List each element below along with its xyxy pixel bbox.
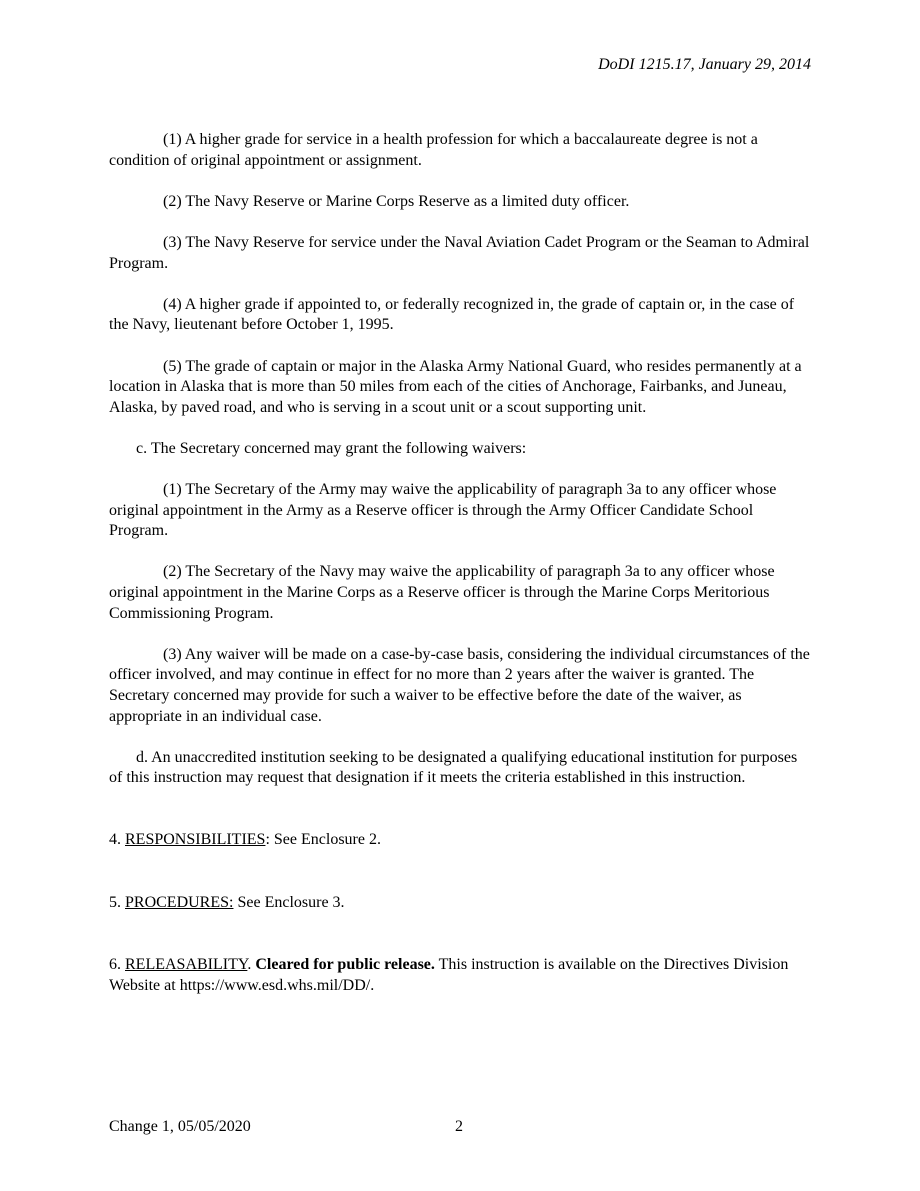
section-5-text: See Enclosure 3. (233, 893, 345, 911)
paragraph-c: c. The Secretary concerned may grant the following waivers: (136, 439, 527, 457)
section-4 (109, 830, 814, 851)
paragraph-c3: (3) Any waiver will be made on a case-by-case basis, considering the individual circumstances of the officer involved, and may continue in effect for no more than 2 years after the waiver is granted. The Secretary concerned may provide for such a waiver to be effective before the date of the waiver, as appropriate in an individual case. (109, 645, 810, 725)
section-6-text: This instruction is available on the Directives Division Website at https://www.esd.whs.mil/DD/. (109, 956, 789, 994)
section-4-title: RESPONSIBILITIES (125, 831, 266, 848)
section-5 (109, 893, 814, 914)
section-6-title: RELEASABILITY (125, 956, 248, 974)
section-4-number: 4. (109, 831, 125, 848)
document-header: DoDI 1215.17, January 29, 2014 (598, 56, 811, 73)
page-number: 2 (455, 1118, 463, 1135)
section-6-bold-note: Cleared for public release. (255, 956, 435, 974)
paragraph-b1: (1) A higher grade for service in a health profession for which a baccalaureate degree is not a condition of original appointment or assignment. (109, 131, 758, 169)
paragraph-d: d. An unaccredited institution seeking to be designated a qualifying educational institution for purposes of this instruction may request that designation if it meets the criteria established in this instruction. (109, 748, 798, 787)
section-6-number: 6. (109, 956, 125, 974)
paragraph-c2: (2) The Secretary of the Navy may waive the applicability of paragraph 3a to any officer whose original appointment in the Marine Corps as a Reserve officer is through the Marine Corps Meritorious Commissioning Program. (109, 563, 775, 622)
paragraph-b5: (5) The grade of captain or major in the Alaska Army National Guard, who resides permanently at a location in Alaska that is more than 50 miles from each of the cities of Anchorage, Fairbanks, and Juneau, Alaska, by paved road, and who is serving in a scout unit or a scout supporting unit. (109, 357, 802, 416)
footer-change: Change 1, 05/05/2020 (109, 1118, 251, 1135)
section-6 (109, 955, 814, 996)
section-6-separator: . (247, 956, 256, 974)
paragraph-c1: (1) The Secretary of the Army may waive the applicability of paragraph 3a to any officer whose original appointment in the Army as a Reserve officer is through the Army Officer Candidate School Program. (109, 481, 777, 540)
document-body (109, 130, 814, 996)
paragraph-b2: (2) The Navy Reserve or Marine Corps Reserve as a limited duty officer. (163, 192, 630, 210)
section-4-text: : See Enclosure 2. (265, 831, 381, 848)
section-5-title: PROCEDURES: (125, 893, 234, 911)
paragraph-b3: (3) The Navy Reserve for service under the Naval Aviation Cadet Program or the Seaman to Admiral Program. (109, 233, 810, 272)
section-5-number: 5. (109, 893, 125, 911)
paragraph-b4: (4) A higher grade if appointed to, or federally recognized in, the grade of captain or, in the case of the Navy, lieutenant before October 1, 1995. (109, 295, 795, 334)
